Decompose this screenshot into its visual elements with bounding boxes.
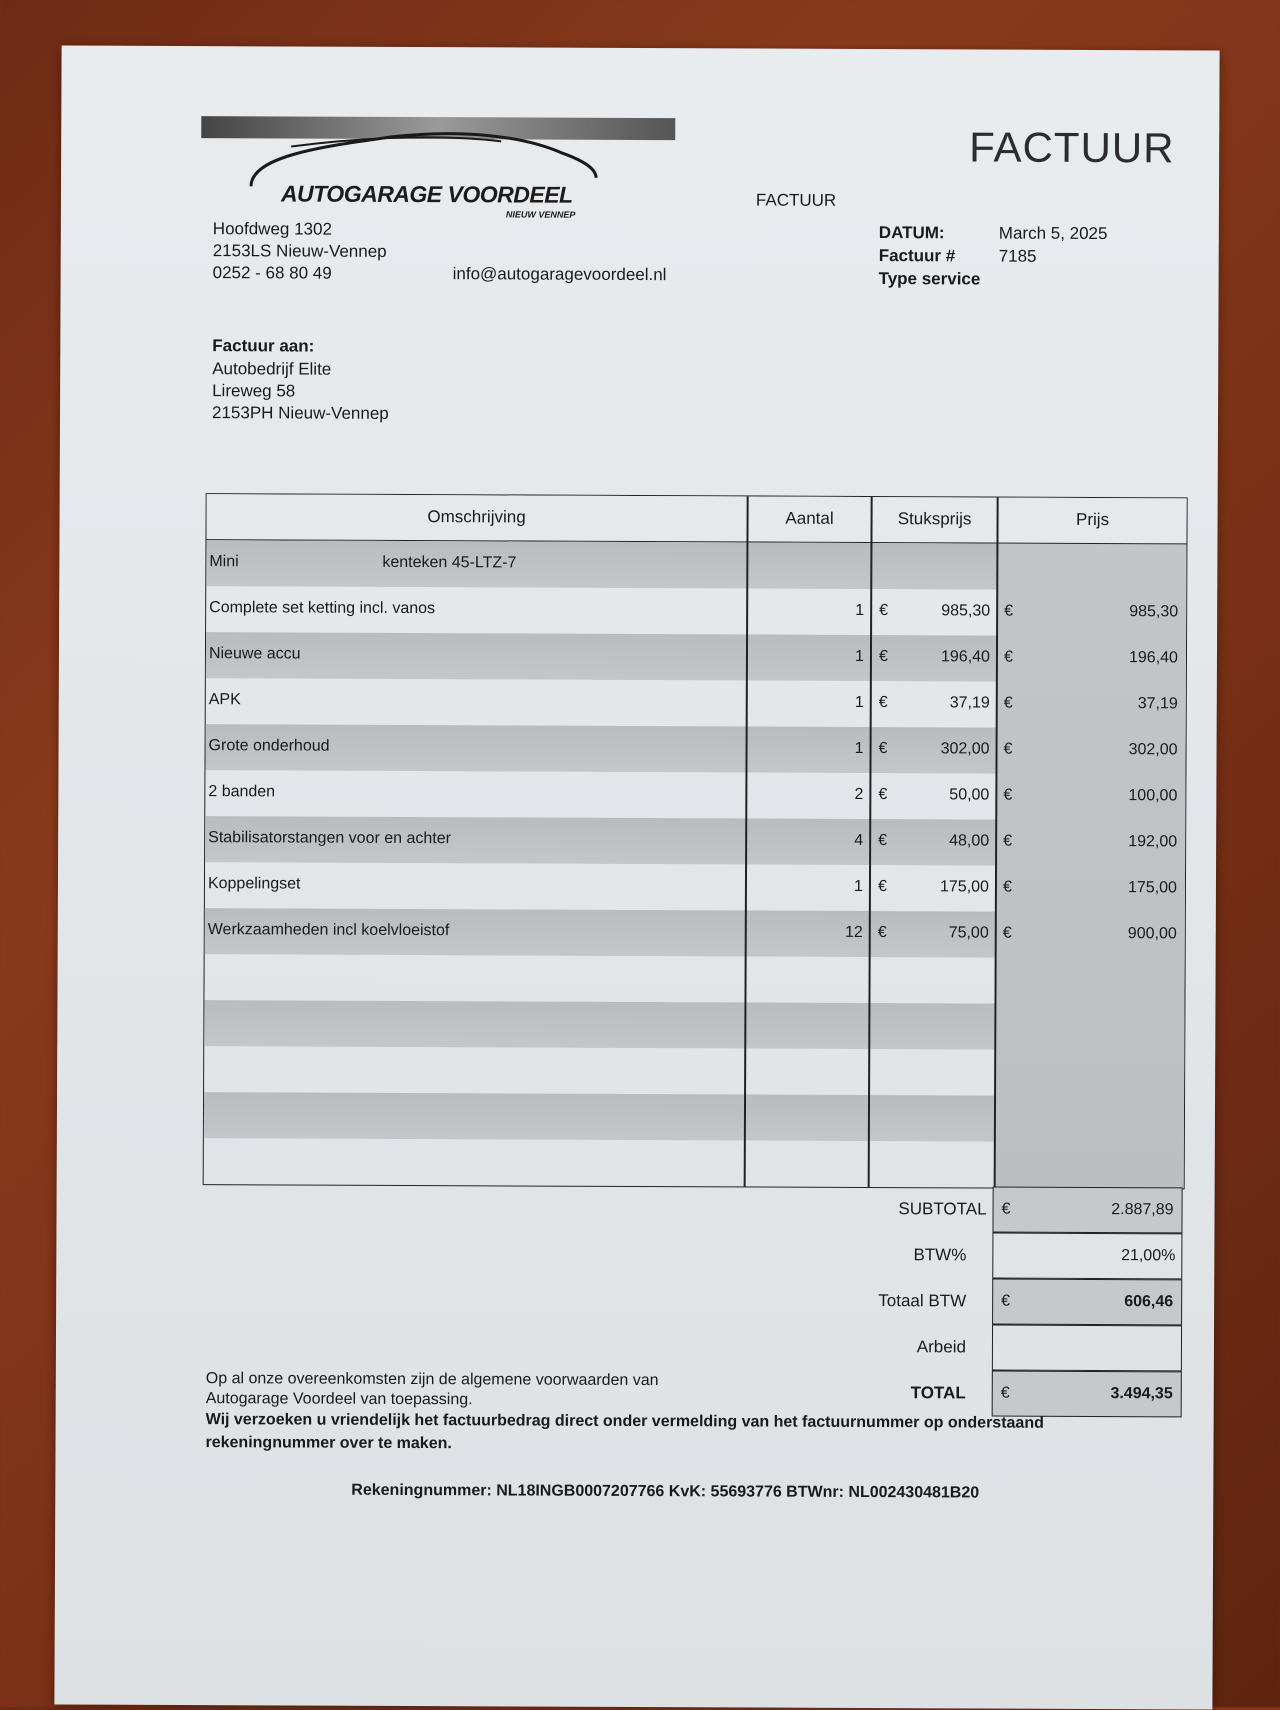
btw-label: BTW% <box>913 1245 967 1265</box>
row-price-currency: € <box>1002 924 1012 942</box>
billto-city: 2153PH Nieuw-Vennep <box>211 403 389 423</box>
company-city: 2153LS Nieuw-Vennep <box>212 241 387 261</box>
row-price: 302,00 <box>1128 741 1178 759</box>
header-stuksprijs: Stuksprijs <box>897 509 972 529</box>
company-street: Hoofdweg 1302 <box>212 219 332 239</box>
row-price: 196,40 <box>1128 649 1179 667</box>
row-qty: 1 <box>854 693 864 711</box>
row-qty: 4 <box>854 831 864 849</box>
row-unit-price: 48,00 <box>949 832 990 850</box>
row-price-currency: € <box>1003 832 1013 850</box>
header-aantal: Aantal <box>785 508 834 528</box>
row-unit-currency: € <box>878 648 888 666</box>
terms-line-1: Op al onze overeenkomsten zijn de algemene voorwaarden van <box>205 1370 659 1390</box>
row-qty: 1 <box>855 601 865 619</box>
row-price-currency: € <box>1003 786 1013 804</box>
row-qty: 1 <box>854 739 864 757</box>
row-unit-price: 985,30 <box>941 602 991 620</box>
band-12 <box>204 1092 996 1141</box>
row-unit-price: 37,19 <box>949 694 990 712</box>
row-description: Werkzaamheden incl koelvloeistof <box>207 921 450 940</box>
row-description: Nieuwe accu <box>208 645 301 663</box>
table-row <box>206 632 1186 682</box>
totaal-btw-label: Totaal BTW <box>878 1291 967 1311</box>
row-unit-currency: € <box>878 786 888 804</box>
subtotal-value: 2.887,89 <box>1111 1201 1174 1219</box>
arbeid-label: Arbeid <box>916 1337 966 1357</box>
subtotal-box <box>992 1187 1182 1234</box>
row-unit-price: 175,00 <box>939 878 989 896</box>
btw-box <box>992 1233 1182 1280</box>
row-unit-currency: € <box>878 694 888 712</box>
row-price-currency: € <box>1003 694 1013 712</box>
datum-value: March 5, 2025 <box>998 223 1108 244</box>
header-omschrijving: Omschrijving <box>427 507 526 527</box>
row-price-currency: € <box>1004 602 1014 620</box>
terms-line-2: Autogarage Voordeel van toepassing. <box>205 1390 473 1409</box>
row-description: Grote onderhoud <box>208 737 330 755</box>
row-price: 100,00 <box>1128 787 1178 805</box>
invoice-paper <box>54 45 1219 1709</box>
bank-details: Rekeningnummer: NL18INGB0007207766 KvK: 55693776 BTWnr: NL002430481B20 <box>351 1481 980 1502</box>
row-unit-currency: € <box>877 924 887 942</box>
row-qty: 12 <box>844 923 863 941</box>
row-price-currency: € <box>1003 648 1013 666</box>
row-description: Koppelingset <box>207 875 301 893</box>
row-unit-currency: € <box>879 602 889 620</box>
invoice-title: FACTUUR <box>969 123 1175 172</box>
row-unit-currency: € <box>878 740 888 758</box>
logo-subtitle: NIEUW VENNEP <box>505 209 576 220</box>
table-row <box>205 816 1185 866</box>
table-row <box>205 724 1185 774</box>
table-row <box>205 862 1185 912</box>
vehicle-model: Mini <box>209 553 239 571</box>
company-email: info@autogaragevoordeel.nl <box>452 264 667 285</box>
subtotal-currency: € <box>1001 1200 1011 1218</box>
total-label: TOTAL <box>910 1383 966 1403</box>
row-unit-price: 302,00 <box>940 740 990 758</box>
vehicle-plate: kenteken 45-LTZ-7 <box>382 553 517 572</box>
row-price: 175,00 <box>1127 879 1177 897</box>
arbeid-box <box>992 1325 1182 1372</box>
totaal-btw-box <box>992 1279 1182 1326</box>
factuur-number-value: 7185 <box>998 246 1037 266</box>
row-qty: 1 <box>855 647 865 665</box>
row-description: Complete set ketting incl. vanos <box>209 599 436 618</box>
payment-request-line-2: rekeningnummer over te maken. <box>205 1434 452 1453</box>
row-qty: 1 <box>854 877 863 895</box>
row-description: 2 banden <box>208 783 276 801</box>
payment-request-line-1: Wij verzoeken u vriendelijk het factuurbedrag direct onder vermelding van het factuurnummer op onderstaand <box>205 1411 1044 1432</box>
row-unit-price: 50,00 <box>949 786 990 804</box>
total-currency: € <box>1000 1384 1010 1402</box>
row-price: 900,00 <box>1127 925 1177 943</box>
totaal-btw-currency: € <box>1001 1292 1011 1310</box>
row-price: 192,00 <box>1128 833 1178 851</box>
logo-name: AUTOGARAGE VOORDEEL <box>280 180 573 208</box>
billto-label: Factuur aan: <box>212 336 315 356</box>
row-qty: 2 <box>854 785 864 803</box>
factuur-number-label: Factuur # <box>878 246 956 266</box>
table-row <box>205 908 1185 958</box>
row-price-currency: € <box>1002 878 1012 896</box>
type-service-label: Type service <box>878 269 981 289</box>
row-price: 985,30 <box>1129 603 1179 621</box>
datum-label: DATUM: <box>878 223 945 243</box>
invoice-subtitle: FACTUUR <box>755 190 837 210</box>
header-prijs: Prijs <box>1075 509 1110 530</box>
total-box <box>992 1371 1182 1418</box>
table-row-vehicle <box>206 540 1186 590</box>
row-unit-price: 75,00 <box>948 924 989 942</box>
row-unit-currency: € <box>878 832 888 850</box>
company-phone: 0252 - 68 80 49 <box>212 263 332 283</box>
totaal-btw-value: 606,46 <box>1124 1293 1174 1311</box>
table-header <box>206 494 1186 544</box>
row-description: Stabilisatorstangen voor en achter <box>208 829 452 848</box>
table-row <box>205 770 1185 820</box>
total-value: 3.494,35 <box>1110 1385 1173 1403</box>
row-unit-currency: € <box>877 878 887 896</box>
billto-name: Autobedrijf Elite <box>212 359 332 379</box>
invoice-table <box>203 493 1188 1189</box>
subtotal-label: SUBTOTAL <box>898 1199 987 1219</box>
row-price-currency: € <box>1003 740 1013 758</box>
table-row <box>206 586 1186 636</box>
row-price: 37,19 <box>1137 695 1178 713</box>
band-10 <box>204 1000 996 1049</box>
row-description: APK <box>208 691 241 709</box>
table-row <box>206 678 1186 728</box>
billto-street: Lireweg 58 <box>212 381 296 401</box>
row-unit-price: 196,40 <box>940 648 991 666</box>
company-logo <box>201 116 675 228</box>
btw-value: 21,00% <box>1121 1247 1176 1265</box>
